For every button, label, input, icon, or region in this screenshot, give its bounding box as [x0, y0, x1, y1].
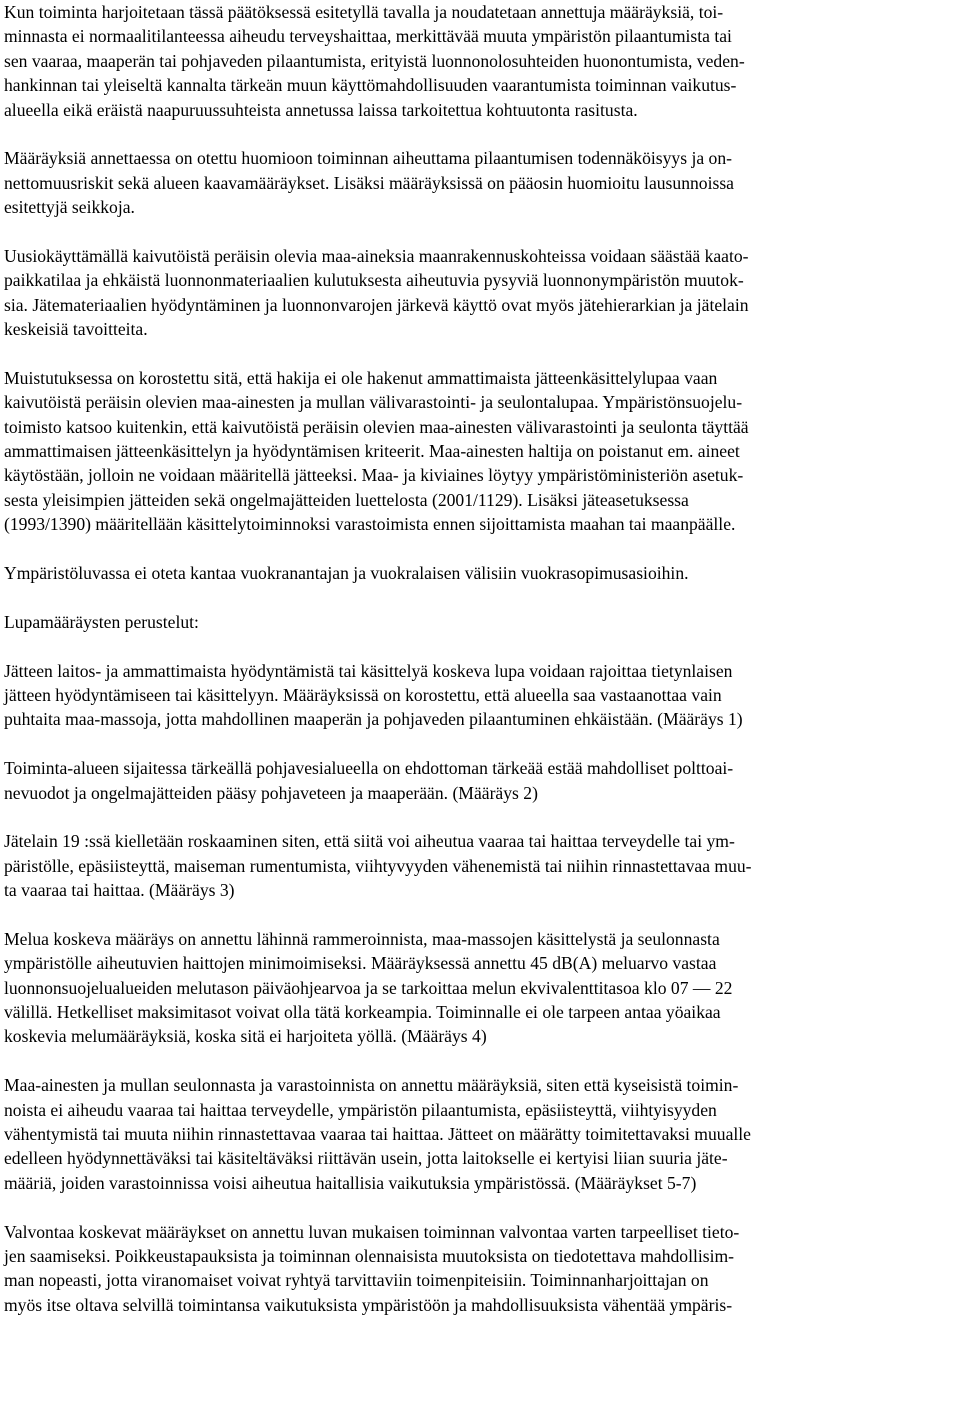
paragraph-10: [4, 927, 956, 1049]
text-line: alueella eikä eräistä naapuruussuhteista annetussa laissa tarkoitettua kohtuutonta rasitusta.: [4, 99, 638, 120]
paragraph-3: [4, 244, 956, 342]
text-line: Ympäristöluvassa ei oteta kantaa vuokranantajan ja vuokralaisen välisiin vuokrasopimusasioihin.: [4, 562, 689, 583]
text-line: välillä. Hetkelliset maksimitasot voivat olla tätä korkeampia. Toiminnalle ei ole tarpeen antaa yöaikaa: [4, 1002, 721, 1023]
text-line: Muistutuksessa on korostettu sitä, että hakija ei ole hakenut ammattimaista jätteenkäsittelylupaa vaan: [4, 367, 718, 388]
text-line: ammattimaisen jätteenkäsittelyn ja hyödyntämisen kriteerit. Maa-ainesten haltija on poistanut em. aineet: [4, 441, 740, 462]
text-line: määriä, joiden varastoinnissa voisi aiheutua haitallisia vaikutuksia ympäristössä. (Määräykset 5-7): [4, 1172, 697, 1193]
text-line: luonnonsuojelualueiden melutason päiväohjearvoa ja se tarkoittaa melun ekvivalenttitasoa klo 07 — 22: [4, 977, 733, 998]
text-line: Valvontaa koskevat määräykset on annettu luvan mukaisen toiminnan valvontaa varten tarpeelliset tieto-: [4, 1221, 740, 1242]
text-line: edelleen hyödynnettäväksi tai käsiteltäväksi riittävän usein, jotta laitokselle ei kertyisi liian suuria jäte-: [4, 1148, 728, 1169]
text-line: toimisto katsoo kuitenkin, että kaivutöistä peräisin olevien maa-ainesten välivarastointi ja seulonta täyttää: [4, 416, 749, 437]
text-line: Määräyksiä annettaessa on otettu huomioon toiminnan aiheuttama pilaantumisen todennäköisyys ja on-: [4, 148, 733, 169]
text-line: man nopeasti, jotta viranomaiset voivat ryhtyä tarvittaviin toimenpiteisiin. Toiminnanharjoittajan on: [4, 1270, 709, 1291]
text-line: nevuodot ja ongelmajätteiden pääsy pohjaveteen ja maaperään. (Määräys 2): [4, 782, 538, 803]
paragraph-9: [4, 829, 956, 902]
text-line: käytöstään, jolloin ne voidaan määritellä jätteeksi. Maa- ja kiviaines löytyy ympäristöministeriön asetuk-: [4, 465, 744, 486]
heading-line: Lupamääräysten perustelut:: [4, 611, 199, 632]
text-line: sesta yleisimpien jätteiden sekä ongelmajätteiden luettelosta (2001/1129). Lisäksi jäteasetuksessa: [4, 489, 689, 510]
text-line: noista ei aiheudu vaaraa tai haittaa terveydelle, ympäristön pilaantumista, epäsiisteyttä, viihtyisyyden: [4, 1099, 717, 1120]
text-line: Kun toiminta harjoitetaan tässä päätöksessä esitetyllä tavalla ja noudatetaan annettuja määräyksiä, toi-: [4, 2, 724, 22]
text-line: nettomuusriskit sekä alueen kaavamääräykset. Lisäksi määräyksissä on pääosin huomioitu lausunnoissa: [4, 172, 734, 193]
text-line: (1993/1390) määritellään käsittelytoiminnoksi varastoimista ennen sijoittamista maahan tai maanpäälle.: [4, 514, 736, 535]
paragraph-5: [4, 561, 956, 585]
text-line: esitettyjä seikkoja.: [4, 197, 135, 218]
text-line: jen saamiseksi. Poikkeustapauksista ja toiminnan olennaisista muutoksista on tiedotettava mahdollisim-: [4, 1245, 735, 1266]
text-line: Jätelain 19 :ssä kielletään roskaaminen siten, että siitä voi aiheutua vaaraa tai haittaa terveydelle tai ym-: [4, 831, 735, 852]
text-line: sen vaaraa, maaperän tai pohjaveden pilaantumista, erityistä luonnonolosuhteiden huonontumista, veden-: [4, 50, 745, 71]
paragraph-2: [4, 146, 956, 219]
text-line: myös itse oltava selvillä toimintansa vaikutuksista ympäristöön ja mahdollisuuksista vähentää ympäris-: [4, 1294, 733, 1315]
paragraph-1: [4, 0, 956, 122]
text-line: kaivutöistä peräisin olevien maa-ainesten ja mullan välivarastointi- ja seulontalupaa. Ympäristönsuojelu-: [4, 392, 743, 413]
text-line: keskeisiä tavoitteita.: [4, 319, 148, 340]
text-line: Uusiokäyttämällä kaivutöistä peräisin olevia maa-aineksia maanrakennuskohteissa voidaan säästää kaato-: [4, 245, 749, 266]
text-line: paikkatilaa ja ehkäistä luonnonmateriaalien kulutuksesta aiheutuvia pysyviä luonnonympäristön muutok-: [4, 270, 744, 291]
text-line: vähentymistä tai muuta niihin rinnastettavaa vaaraa tai haittaa. Jätteet on määrätty toimitettavaksi muualle: [4, 1123, 751, 1144]
text-line: ympäristölle aiheutuvien haittojen minimoimiseksi. Määräyksessä annettu 45 dB(A) meluarvo vastaa: [4, 953, 717, 974]
text-line: päristölle, epäsiisteyttä, maiseman rumentumista, viihtyvyyden vähenemistä tai niihin rinnastettavaa muu-: [4, 855, 752, 876]
text-line: koskevia melumääräyksiä, koska sitä ei harjoiteta yöllä. (Määräys 4): [4, 1026, 487, 1047]
paragraph-7: [4, 659, 956, 732]
text-line: ta vaaraa tai haittaa. (Määräys 3): [4, 880, 235, 901]
paragraph-4: [4, 366, 956, 537]
section-heading: [4, 610, 956, 634]
document-page: [4, 0, 956, 1341]
paragraph-11: [4, 1073, 956, 1195]
text-line: sia. Jätemateriaalien hyödyntäminen ja luonnonvarojen järkevä käyttö ovat myös jätehierarkian ja jätelain: [4, 294, 749, 315]
text-line: Melua koskeva määräys on annettu lähinnä rammeroinnista, maa-massojen käsittelystä ja seulonnasta: [4, 928, 720, 949]
text-line: Jätteen laitos- ja ammattimaista hyödyntämistä tai käsittelyä koskeva lupa voidaan rajoittaa tietynlaisen: [4, 660, 733, 681]
text-line: puhtaita maa-massoja, jotta mahdollinen maaperän ja pohjaveden pilaantuminen ehkäistään. (Määräys 1): [4, 709, 743, 730]
text-line: minnasta ei normaalitilanteessa aiheudu terveyshaittaa, merkittävää muuta ympäristön pilaantumista tai: [4, 26, 732, 47]
paragraph-12: [4, 1220, 956, 1318]
text-line: Maa-ainesten ja mullan seulonnasta ja varastoinnista on annettu määräyksiä, siten että kyseisistä toimin-: [4, 1075, 739, 1096]
text-line: jätteen hyödyntämiseen tai käsittelyyn. Määräyksissä on korostettu, että alueella saa vastaanottaa vain: [4, 684, 722, 705]
text-line: hankinnan tai yleiseltä kannalta tärkeän muun käyttömahdollisuuden vaarantumista toiminnan vaikutus-: [4, 75, 737, 96]
text-line: Toiminta-alueen sijaitessa tärkeällä pohjavesialueella on ehdottoman tärkeää estää mahdolliset polttoai-: [4, 758, 734, 779]
paragraph-8: [4, 756, 956, 805]
